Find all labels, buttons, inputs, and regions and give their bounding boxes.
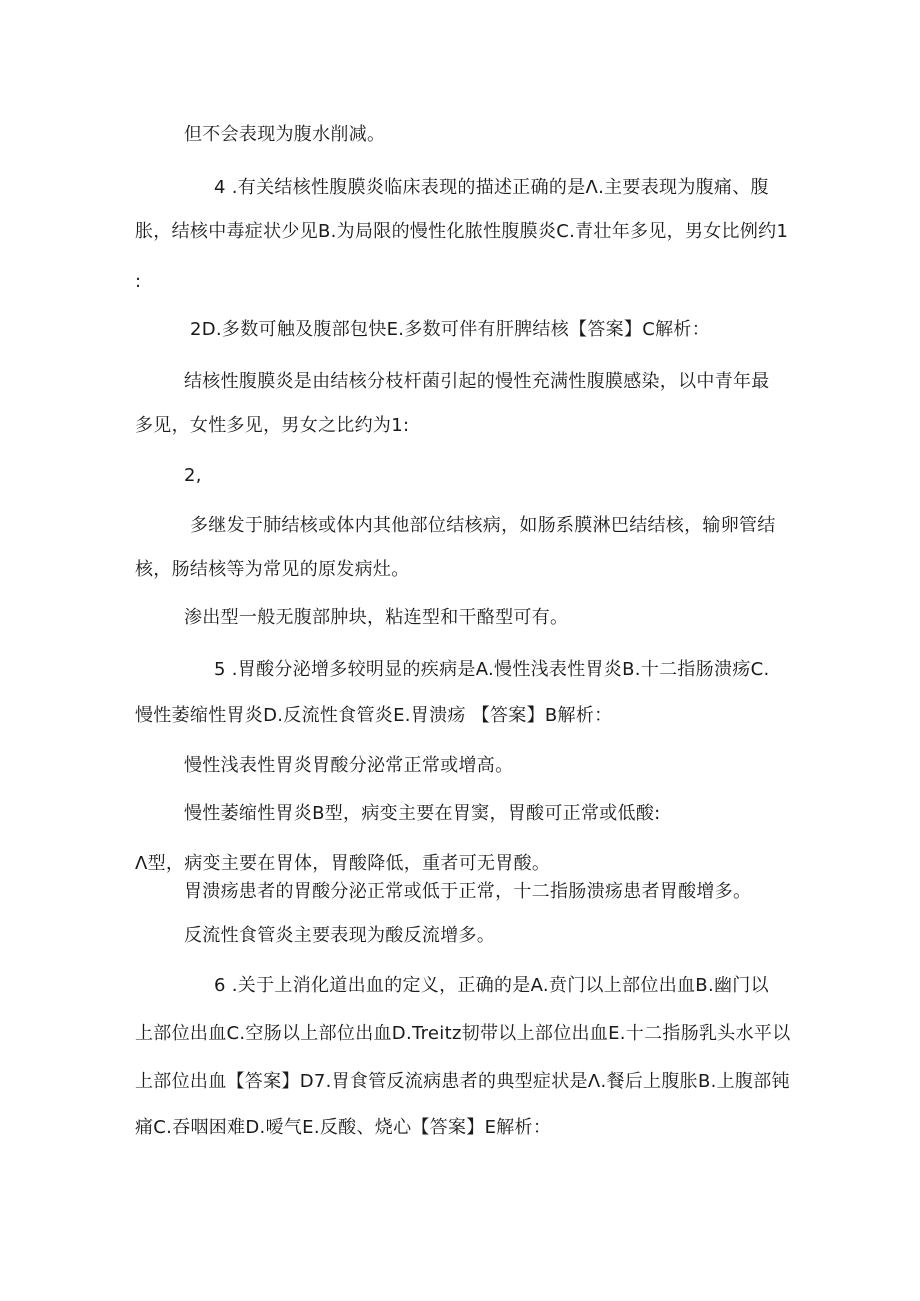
text-line: 慢性浅表性胃炎胃酸分泌常正常或增高。 <box>184 755 514 776</box>
question-6-line: 6 .关于上消化道出血的定义，正确的是A.贲门以上部位出血B.幽门以 <box>214 975 769 996</box>
text-line: 慢性萎缩性胃炎B型，病变主要在胃窦，胃酸可正常或低酸: <box>184 803 661 824</box>
text-line: 反流性食管炎主要表现为酸反流增多。 <box>184 925 496 946</box>
question-7-line: 上部位出血【答案】D7.胃食管反流病患者的典型症状是Λ.餐后上腹胀B.上腹部钝 <box>135 1071 790 1092</box>
text-line: 但不会表现为腹水削减。 <box>184 124 386 145</box>
text-line: 结核性腹膜炎是由结核分枝杆菌引起的慢性充满性腹膜感染，以中青年最 <box>184 371 770 392</box>
text-line: : <box>135 271 142 292</box>
text-line: Λ型，病变主要在胃体，胃酸降低，重者可无胃酸。 <box>135 853 551 874</box>
text-line: 渗出型一般无腹部肿块，粘连型和干酪型可有。 <box>184 607 569 628</box>
question-5-line: 5 .胃酸分泌增多较明显的疾病是A.慢性浅表性胃炎B.十二指肠溃疡C. <box>214 659 770 680</box>
text-line: 胀，结核中毒症状少见B.为局限的慢性化脓性腹膜炎C.青壮年多见，男女比例约1 <box>135 221 789 242</box>
text-line: 痛C.吞咽困难D.嗳气E.反酸、烧心【答案】E解析： <box>135 1117 552 1138</box>
text-line: 多见，女性多见，男女之比约为1: <box>135 415 410 436</box>
text-line: 胃溃疡患者的胃酸分泌正常或低于正常，十二指肠溃疡患者胃酸增多。 <box>184 881 752 902</box>
text-line: 上部位出血C.空肠以上部位出血D.Treitz韧带以上部位出血E.十二指肠乳头水平以 <box>135 1023 791 1044</box>
text-line: 多继发于肺结核或体内其他部位结核病，如肠系膜淋巴结结核，输卵管结 <box>190 515 776 536</box>
question-4-line: 4 .有关结核性腹膜炎临床表现的描述正确的是Λ.主要表现为腹痛、腹 <box>214 177 769 198</box>
text-line: 2, <box>184 465 202 486</box>
answer-line: 2D.多数可触及腹部包快E.多数可伴有肝脾结核【答案】C解析： <box>190 319 710 340</box>
text-line: 慢性萎缩性胃炎D.反流性食管炎E.胃溃疡 【答案】B解析： <box>135 705 613 726</box>
text-line: 核，肠结核等为常见的原发病灶。 <box>135 559 410 580</box>
